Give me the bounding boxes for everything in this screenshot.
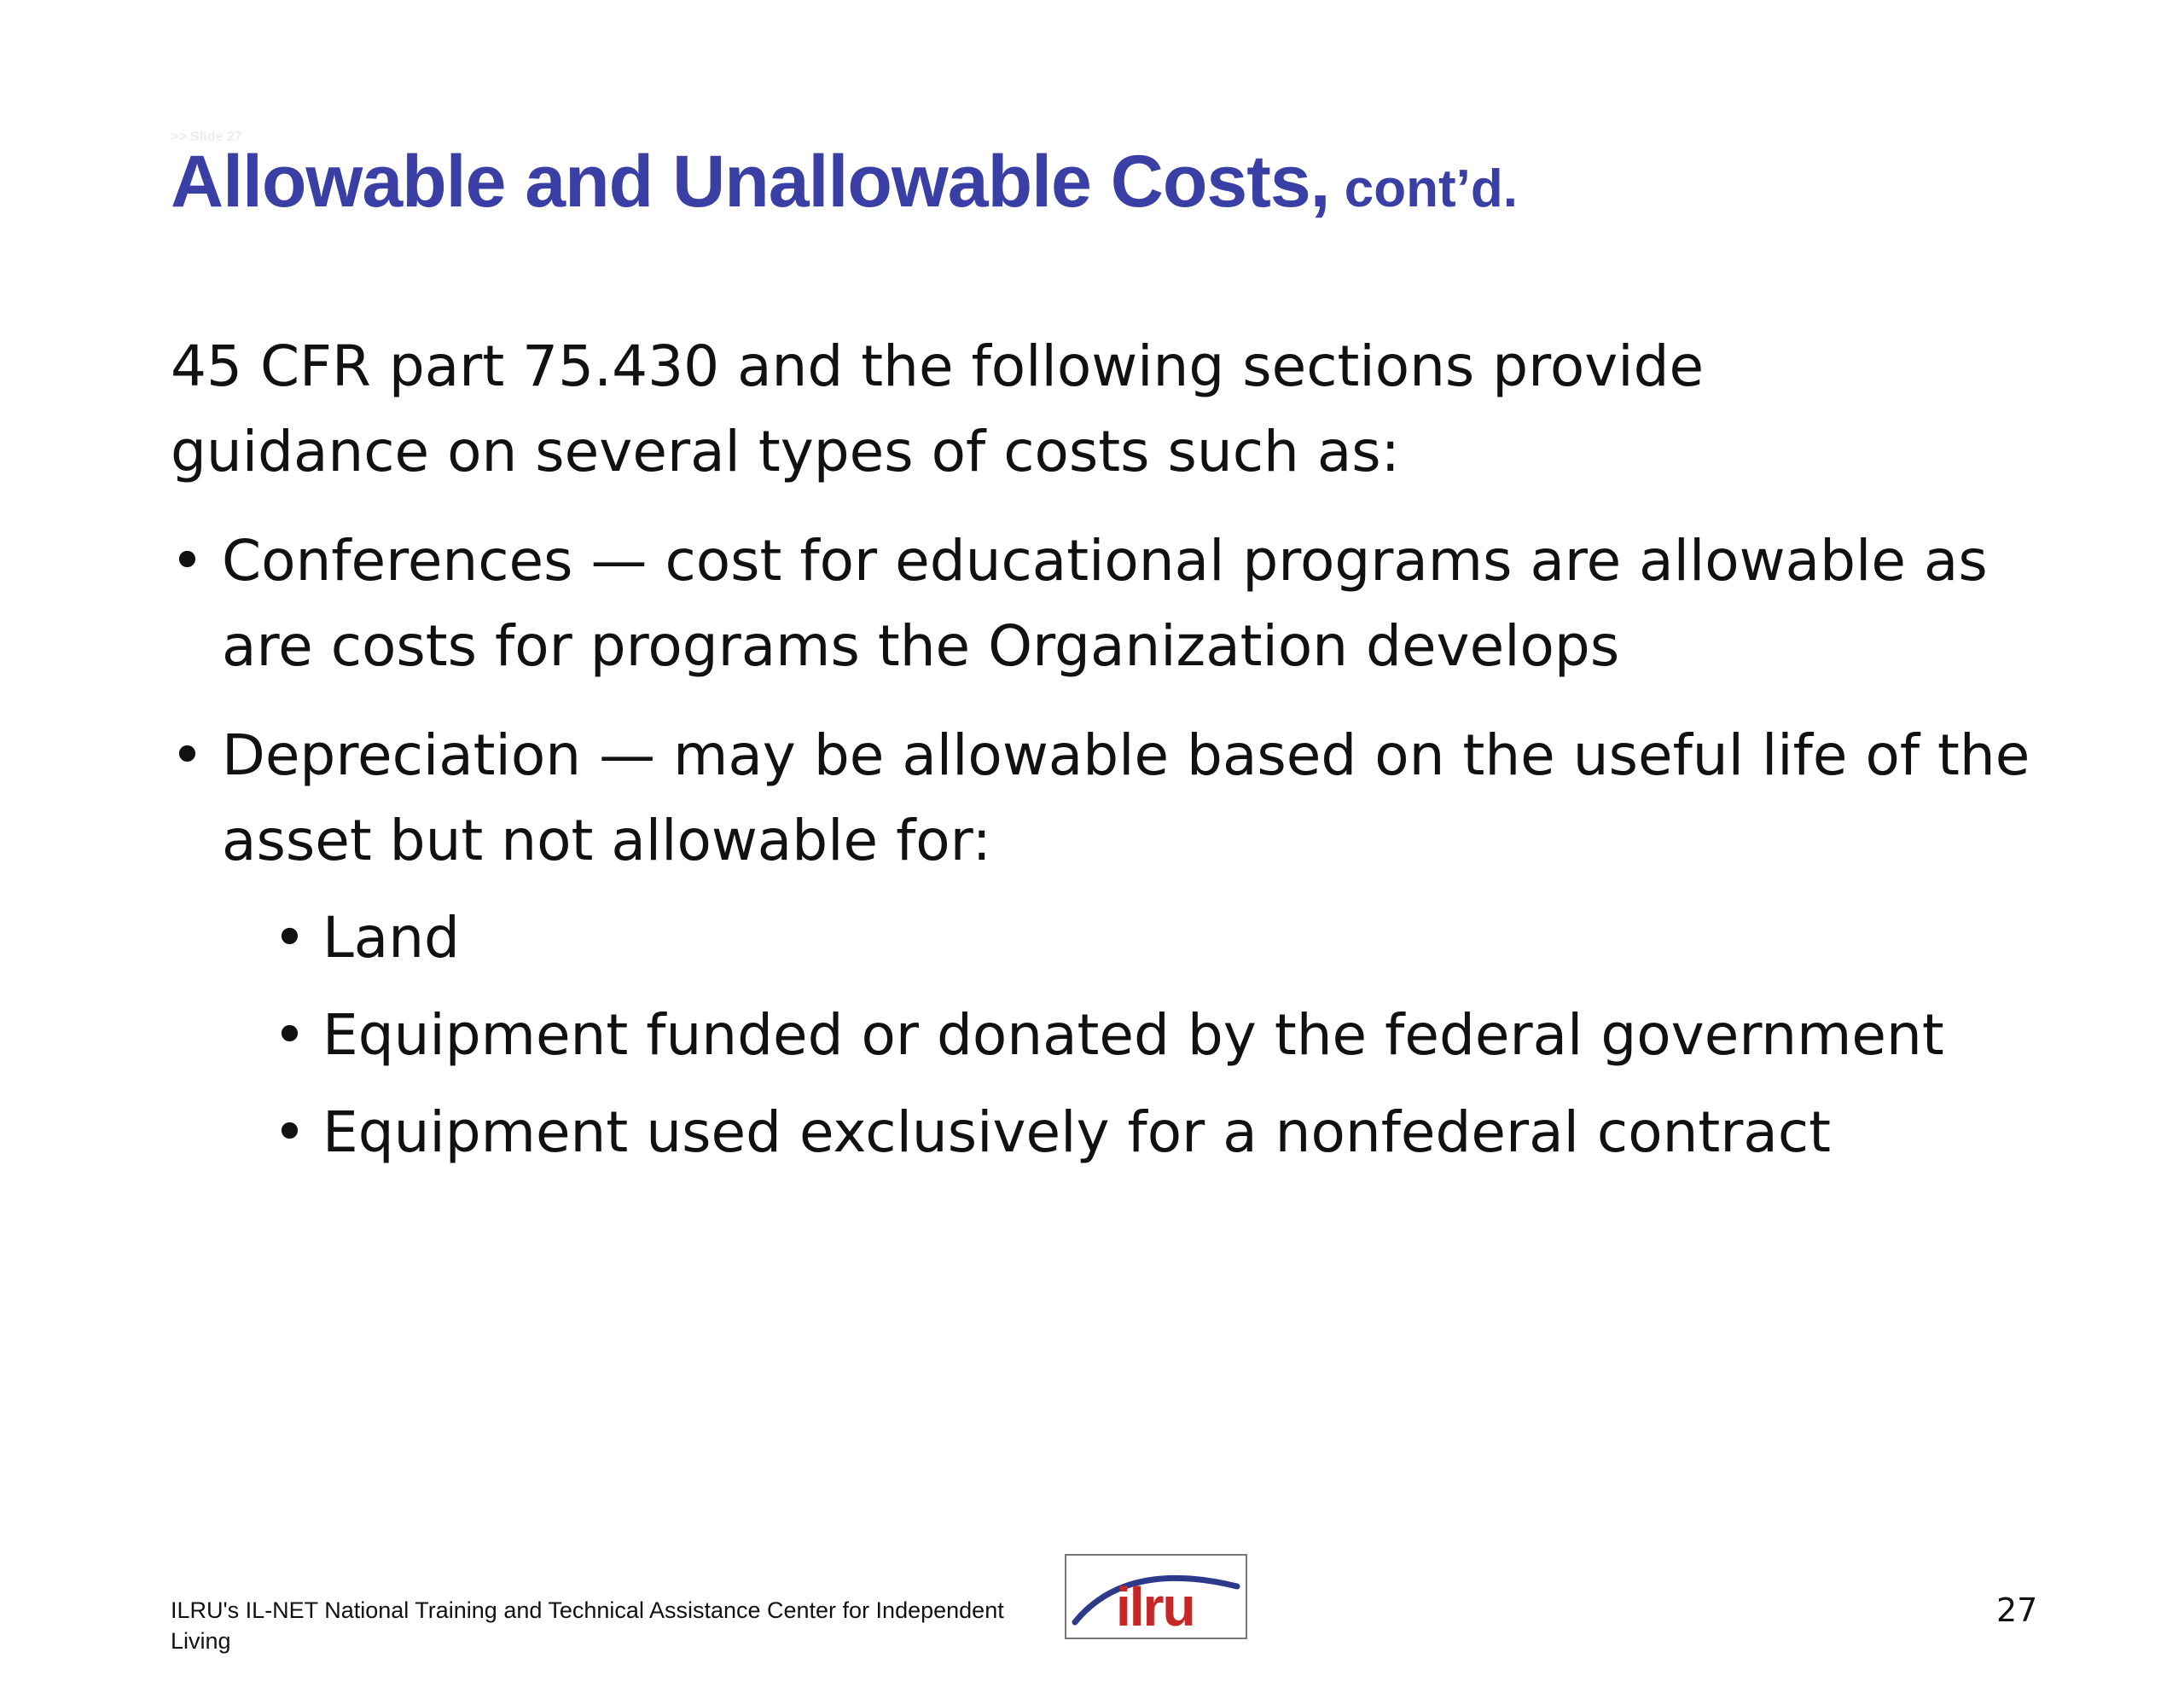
slide-marker: >> Slide 27 (171, 130, 242, 144)
sub-bullet-land: • Land (273, 896, 2065, 981)
logo-word: ilru (1116, 1576, 1194, 1638)
slide-title (171, 141, 1518, 223)
sub-bullet-nonfederal-contract: • Equipment used exclusively for a nonfederal contract (273, 1090, 2065, 1175)
sub-bullet-list (222, 896, 2065, 1175)
bullet-list (171, 519, 2065, 1175)
page-number: 27 (1996, 1591, 2038, 1629)
ilru-logo (1065, 1554, 1247, 1639)
intro-paragraph: 45 CFR part 75.430 and the following sections provide guidance on several types of costs such as: (171, 333, 1705, 484)
bullet-depreciation (171, 713, 2065, 1175)
bullet-conferences (171, 519, 2065, 689)
title-main: Allowable and Unallowable Costs, (171, 141, 1330, 223)
footer-org-text: ILRU's IL-NET National Training and Technical Assistance Center for Independent Living (171, 1597, 1004, 1654)
title-suffix: cont’d. (1329, 159, 1518, 218)
slide-body (171, 324, 2065, 1199)
bullet-text: Conferences — cost for educational programs are allowable as are costs for programs the Organization develops (222, 528, 1988, 679)
bullet-text: Depreciation — may be allowable based on the useful life of the asset but not allowable for: (222, 722, 2030, 873)
sub-bullet-federal-equipment: • Equipment funded or donated by the federal government (273, 993, 2065, 1078)
